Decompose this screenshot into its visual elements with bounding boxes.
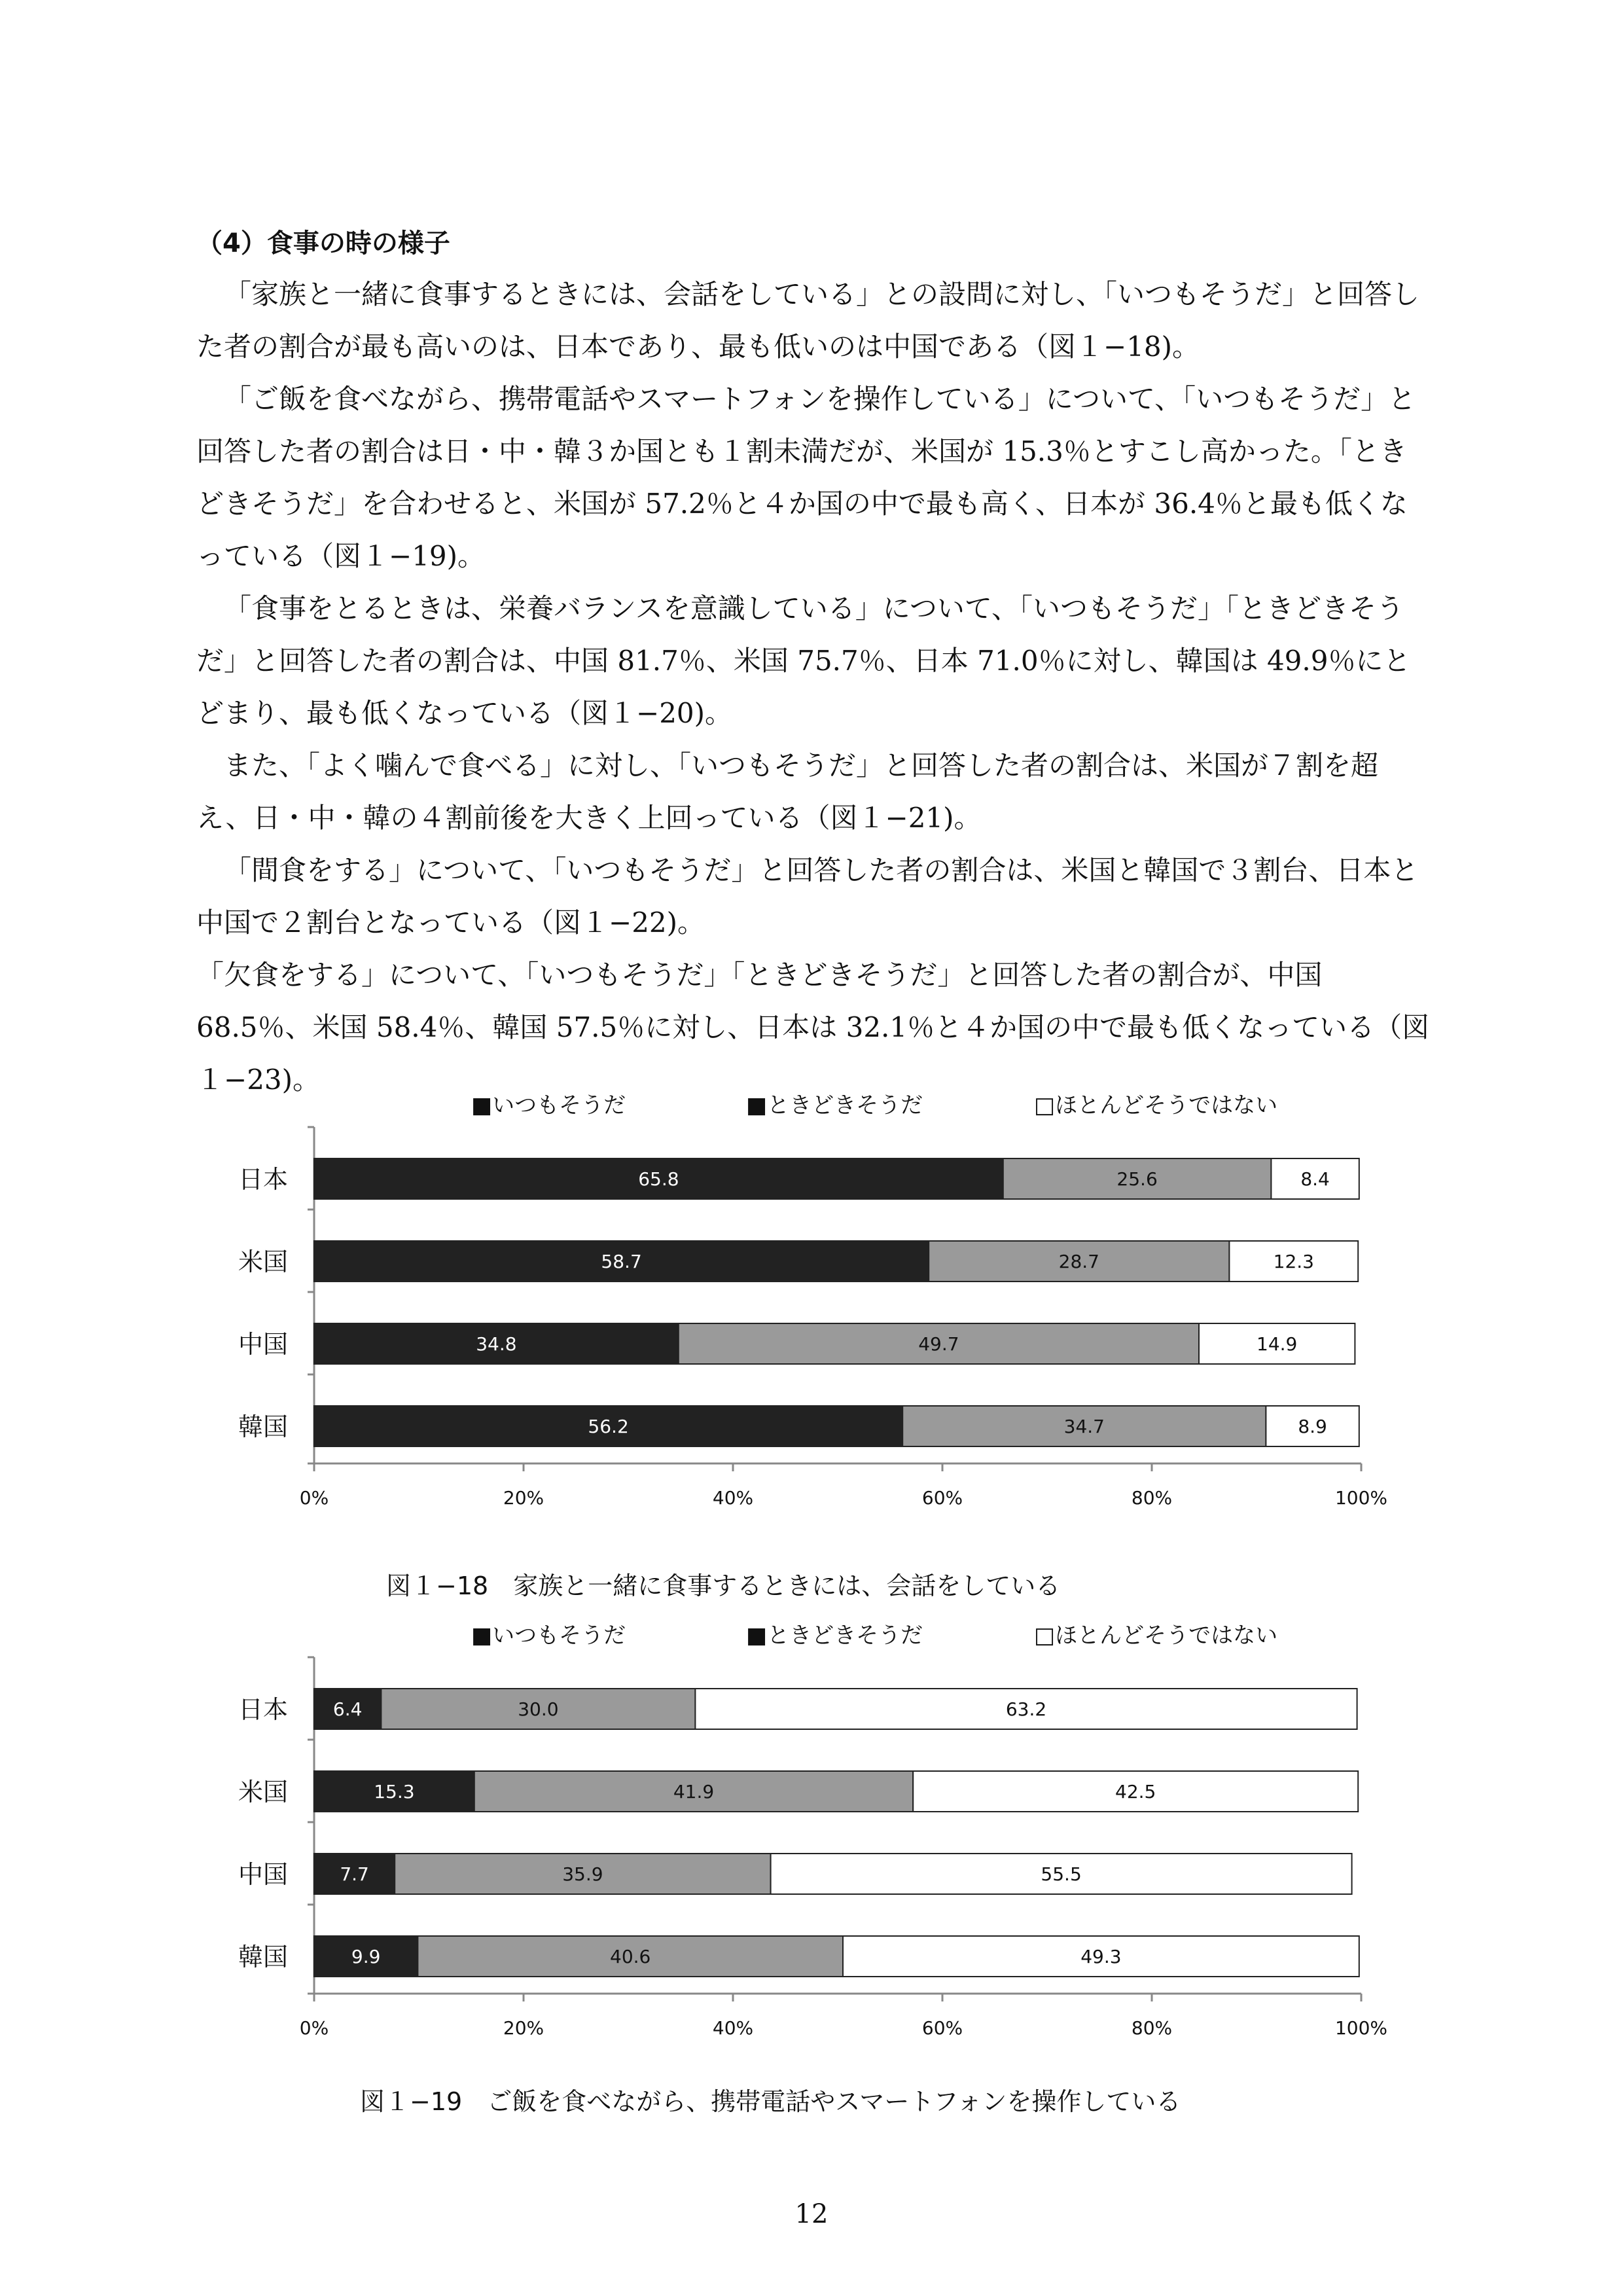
data-label: 28.7 (1058, 1251, 1099, 1272)
x-tick-label: 20% (503, 2017, 544, 2039)
data-label: 34.8 (476, 1333, 517, 1355)
x-tick-label: 60% (921, 1487, 963, 1509)
data-label: 8.4 (1300, 1168, 1330, 1190)
paragraph: また、「よく噛んで食べる」に対し、「いつもそうだ」と回答した者の割合は、米国が７割を超え、日・中・韓の４割前後を大きく上回っている（図１−21)。 (196, 749, 1379, 834)
x-tick-label: 80% (1131, 2017, 1173, 2039)
category-label: 韓国 (238, 1943, 288, 1971)
paragraph: 「間食をする」について、「いつもそうだ」と回答した者の割合は、米国と韓国で３割台、日本と中国で２割台となっている（図１−22)。 (196, 854, 1419, 939)
data-label: 8.9 (1298, 1416, 1327, 1437)
x-tick-label: 80% (1131, 1487, 1173, 1509)
data-label: 56.2 (588, 1416, 629, 1437)
data-label: 49.7 (918, 1333, 959, 1355)
data-label: 25.6 (1116, 1168, 1158, 1190)
data-label: 58.7 (601, 1251, 642, 1272)
paragraph: 「ご飯を食べながら、携帯電話やスマートフォンを操作している」について、「いつもそうだ」と回答した者の割合は日・中・韓３か国とも１割未満だが、米国が 15.3％とすこし高かった。「ときどきそうだ」を合わせると、米国が 57.2％と４か国の中で最も高く、日本が 36.4％と最も低くなっている（図１−19)。 (196, 383, 1416, 572)
data-label: 42.5 (1115, 1781, 1156, 1803)
paragraph: 「家族と一緒に食事するときには、会話をしている」との設問に対し、「いつもそうだ」と回答した者の割合が最も高いのは、日本であり、最も低いのは中国である（図１−18)。 (196, 278, 1420, 363)
x-tick-label: 20% (503, 1487, 544, 1509)
chart-fig-1-19 (216, 1623, 1414, 2049)
legend-entry: ■ときどきそうだ (746, 1623, 923, 1649)
x-tick-label: 100% (1334, 1487, 1388, 1509)
figure-caption: 図１−19 ご飯を食べながら、携帯電話やスマートフォンを操作している (360, 2087, 1181, 2116)
category-label: 日本 (238, 1695, 288, 1724)
chart-fig-1-18 (216, 1092, 1414, 1518)
paragraph: 「食事をとるときは、栄養バランスを意識している」について、「いつもそうだ」「ときどきそうだ」と回答した者の割合は、中国 81.7％、米国 75.7％、日本 71.0％に対し、韓国は 49.9％にとどまり、最も低くなっている（図１−20)。 (196, 592, 1411, 729)
data-label: 35.9 (562, 1863, 603, 1885)
figure-caption: 図１−18 家族と一緒に食事するときには、会話をしている (386, 1571, 1061, 1600)
data-label: 30.0 (518, 1698, 559, 1720)
data-label: 34.7 (1063, 1416, 1105, 1437)
legend-entry: ■いつもそうだ (471, 1092, 626, 1119)
data-label: 65.8 (638, 1168, 679, 1190)
stacked-bar-chart (216, 1623, 1414, 2049)
data-label: 9.9 (351, 1946, 381, 1967)
data-label: 14.9 (1257, 1333, 1298, 1355)
legend-entry: ■ときどきそうだ (746, 1092, 923, 1119)
section-heading: （4）食事の時の様子 (196, 228, 450, 259)
data-label: 49.3 (1080, 1946, 1122, 1967)
category-label: 米国 (238, 1778, 288, 1806)
category-label: 中国 (238, 1860, 288, 1889)
x-tick-label: 60% (921, 2017, 963, 2039)
data-label: 6.4 (332, 1698, 363, 1720)
category-label: 韓国 (238, 1412, 288, 1441)
x-tick-label: 0% (299, 1487, 329, 1509)
x-tick-label: 0% (299, 2017, 329, 2039)
category-label: 中国 (238, 1330, 288, 1359)
data-label: 12.3 (1273, 1251, 1314, 1272)
legend-entry: □ほとんどそうではない (1034, 1623, 1278, 1649)
page-number: 12 (794, 2199, 829, 2229)
data-label: 15.3 (374, 1781, 415, 1803)
data-label: 55.5 (1041, 1863, 1082, 1885)
data-label: 63.2 (1005, 1698, 1047, 1720)
x-tick-label: 40% (712, 1487, 754, 1509)
x-tick-label: 100% (1334, 2017, 1388, 2039)
x-tick-label: 40% (712, 2017, 754, 2039)
category-label: 米国 (238, 1247, 288, 1276)
legend-entry: ■いつもそうだ (471, 1623, 626, 1649)
stacked-bar-chart (216, 1092, 1414, 1518)
data-label: 7.7 (340, 1863, 369, 1885)
data-label: 40.6 (610, 1946, 651, 1967)
legend-entry: □ほとんどそうではない (1034, 1092, 1278, 1119)
category-label: 日本 (238, 1165, 288, 1194)
data-label: 41.9 (673, 1781, 715, 1803)
paragraph: 「欠食をする」について、「いつもそうだ」「ときどきそうだ」と回答した者の割合が、中国 68.5％、米国 58.4％、韓国 57.5％に対し、日本は 32.1％と４か国の中で最も低くなっている（図１−23)。 (196, 959, 1430, 1096)
